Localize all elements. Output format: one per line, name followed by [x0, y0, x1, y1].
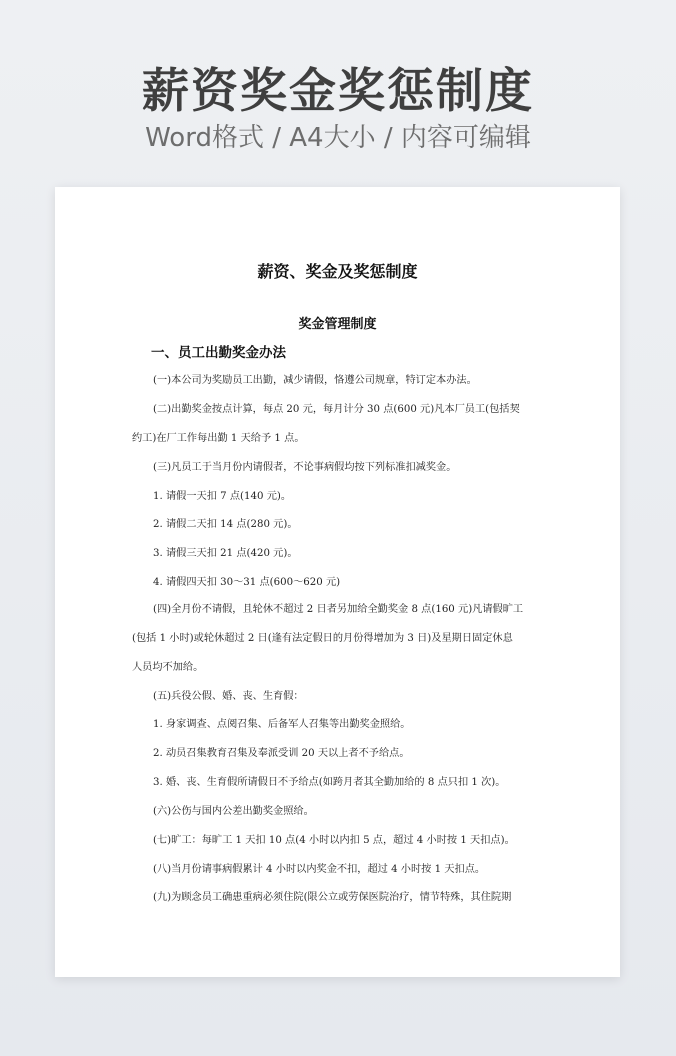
paragraph-line: (包括 1 小时)或轮休超过 2 日(逢有法定假日的月份得增加为 3 日)及星期日固定休息	[132, 633, 513, 644]
paragraph-line: (九)为顾念员工确患重病必须住院(限公立或劳保医院治疗，情节特殊，其住院期	[153, 892, 512, 903]
section-heading: 一、员工出勤奖金办法	[151, 345, 286, 361]
list-item: 2. 动员召集教育召集及奉派受训 20 天以上者不予给点。	[153, 748, 410, 759]
list-item: 4. 请假四天扣 30～31 点(600～620 元)	[153, 577, 341, 588]
list-item: 3. 请假三天扣 21 点(420 元)。	[153, 548, 298, 559]
list-item: 1. 身家调查、点阅召集、后备军人召集等出勤奖金照给。	[153, 719, 411, 730]
document-page	[55, 187, 620, 977]
paragraph-line: (五)兵役公假、婚、丧、生育假：	[153, 691, 304, 702]
paragraph-line: (二)出勤奖金按点计算，每点 20 元，每月计分 30 点(600 元)凡本厂员工(包括契	[153, 404, 520, 415]
list-item: 2. 请假二天扣 14 点(280 元)。	[153, 519, 298, 530]
paragraph-line: 约工)在厂工作每出勤 1 天给予 1 点。	[132, 433, 305, 444]
list-item: 1. 请假一天扣 7 点(140 元)。	[153, 491, 292, 502]
paragraph-line: (三)凡员工于当月份内请假者，不论事病假均按下列标准扣减奖金。	[153, 462, 457, 473]
document-title: 薪资、奖金及奖惩制度	[257, 262, 418, 281]
list-item: 3. 婚、丧、生育假所请假日不予给点(如跨月者其全勤加给的 8 点只扣 1 次)。	[153, 777, 506, 788]
paragraph-line: 人员均不加给。	[132, 662, 204, 673]
banner-subtitle: Word格式 / A4大小 / 内容可编辑	[145, 123, 531, 153]
paragraph-line: (一)本公司为奖励员工出勤，减少请假，恪遵公司规章，特订定本办法。	[153, 375, 477, 386]
paragraph-line: (四)全月份不请假，且轮休不超过 2 日者另加给全勤奖金 8 点(160 元)凡请假旷工	[153, 604, 524, 615]
banner-title: 薪资奖金奖惩制度	[142, 64, 534, 119]
paragraph-line: (六)公伤与国内公差出勤奖金照给。	[153, 806, 314, 817]
paragraph-line: (八)当月份请事病假累计 4 小时以内奖金不扣，超过 4 小时按 1 天扣点。	[153, 864, 486, 875]
paragraph-line: (七)旷工：每旷工 1 天扣 10 点(4 小时以内扣 5 点，超过 4 小时按 1 天扣点)。	[153, 835, 515, 846]
document-subtitle: 奖金管理制度	[298, 317, 377, 332]
